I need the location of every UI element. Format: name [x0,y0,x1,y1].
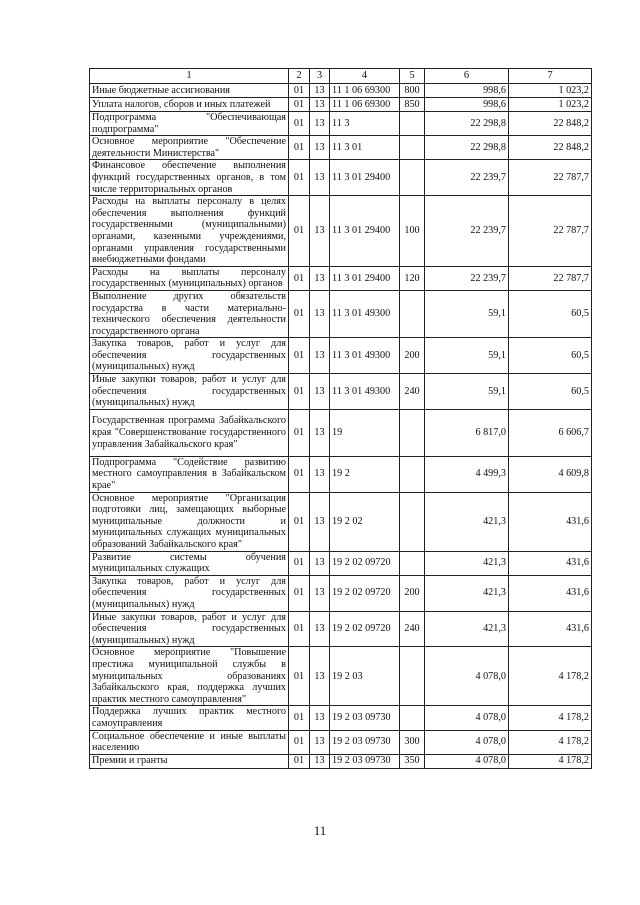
row-expense-type [400,647,425,706]
row-amount-1: 22 298,8 [425,112,509,136]
table-row [90,706,592,730]
row-expense-type [400,409,425,456]
row-subsection: 13 [310,575,330,611]
table-row [90,84,592,98]
row-expense-type [400,706,425,730]
table-row [90,374,592,410]
row-amount-1: 22 239,7 [425,266,509,290]
page-number: 11 [313,823,327,838]
row-subsection: 13 [310,98,330,112]
row-name: Уплата налогов, сборов и иных платежей [90,98,289,112]
row-subsection: 13 [310,551,330,575]
row-section: 01 [289,98,310,112]
row-subsection: 13 [310,338,330,374]
row-name: Закупка товаров, работ и услуг для обеспечения государственных (муниципальных) нужд [90,338,289,374]
row-amount-2: 431,6 [509,575,592,611]
row-amount-2: 4 609,8 [509,456,592,492]
table-row [90,647,592,706]
table-row [90,492,592,551]
table-row [90,290,592,337]
row-amount-1: 421,3 [425,551,509,575]
row-expense-type: 240 [400,611,425,647]
table-row [90,136,592,160]
row-expense-type [400,136,425,160]
row-subsection: 13 [310,611,330,647]
row-target-code: 19 2 03 09730 [330,730,400,754]
row-target-code: 19 2 02 09720 [330,611,400,647]
row-section: 01 [289,136,310,160]
table-row [90,611,592,647]
row-name: Развитие системы обучения муниципальных служащих [90,551,289,575]
table-row [90,456,592,492]
row-name: Финансовое обеспечение выполнения функций государственных органов, в том числе территориальных органов [90,160,289,196]
row-section: 01 [289,706,310,730]
row-amount-2: 60,5 [509,338,592,374]
table-row [90,409,592,456]
row-expense-type: 120 [400,266,425,290]
row-expense-type: 240 [400,374,425,410]
row-subsection: 13 [310,136,330,160]
table-row [90,112,592,136]
row-section: 01 [289,160,310,196]
col-header-1: 1 [90,69,289,84]
row-amount-2: 4 178,2 [509,706,592,730]
row-expense-type: 200 [400,338,425,374]
row-section: 01 [289,338,310,374]
row-subsection: 13 [310,84,330,98]
row-target-code: 11 3 01 29400 [330,266,400,290]
row-target-code: 11 3 01 29400 [330,160,400,196]
col-header-3: 3 [310,69,330,84]
row-amount-1: 421,3 [425,492,509,551]
row-section: 01 [289,290,310,337]
row-name: Поддержка лучших практик местного самоуправления [90,706,289,730]
row-name: Государственная программа Забайкальского края "Совершенствование государственного управления Забайкальского края" [90,409,289,456]
row-target-code: 19 2 03 09730 [330,754,400,768]
row-amount-1: 4 078,0 [425,647,509,706]
table-row [90,575,592,611]
row-subsection: 13 [310,196,330,267]
row-subsection: 13 [310,409,330,456]
row-amount-1: 4 078,0 [425,754,509,768]
row-subsection: 13 [310,492,330,551]
row-name: Подпрограмма "Обеспечивающая подпрограмма" [90,112,289,136]
row-amount-2: 22 848,2 [509,112,592,136]
row-amount-1: 22 239,7 [425,196,509,267]
row-subsection: 13 [310,754,330,768]
table-row [90,754,592,768]
table-row [90,160,592,196]
row-amount-1: 421,3 [425,575,509,611]
row-amount-2: 6 606,7 [509,409,592,456]
table-body [90,84,592,769]
row-target-code: 19 [330,409,400,456]
row-amount-2: 22 787,7 [509,160,592,196]
row-expense-type [400,551,425,575]
row-subsection: 13 [310,160,330,196]
row-amount-2: 4 178,2 [509,754,592,768]
row-amount-2: 431,6 [509,551,592,575]
row-expense-type: 300 [400,730,425,754]
row-section: 01 [289,730,310,754]
row-section: 01 [289,456,310,492]
row-amount-2: 431,6 [509,492,592,551]
row-section: 01 [289,266,310,290]
row-target-code: 11 3 01 49300 [330,374,400,410]
row-expense-type: 350 [400,754,425,768]
row-name: Социальное обеспечение и иные выплаты населению [90,730,289,754]
row-amount-1: 59,1 [425,374,509,410]
row-expense-type [400,112,425,136]
row-amount-2: 431,6 [509,611,592,647]
row-expense-type: 800 [400,84,425,98]
row-name: Расходы на выплаты персоналу государственных (муниципальных) органов [90,266,289,290]
row-name: Иные бюджетные ассигнования [90,84,289,98]
row-subsection: 13 [310,456,330,492]
row-subsection: 13 [310,290,330,337]
row-amount-1: 4 078,0 [425,730,509,754]
row-target-code: 11 1 06 69300 [330,84,400,98]
row-target-code: 19 2 02 [330,492,400,551]
col-header-4: 4 [330,69,400,84]
row-section: 01 [289,374,310,410]
row-name: Выполнение других обязательств государства в части материально-технического обеспечения деятельности государственного органа [90,290,289,337]
row-subsection: 13 [310,647,330,706]
row-target-code: 19 2 02 09720 [330,551,400,575]
row-amount-1: 59,1 [425,338,509,374]
row-name: Основное мероприятие "Повышение престижа муниципальной службы в муниципальных образованиях Забайкальского края, поддержка лучших практик местного самоуправления" [90,647,289,706]
row-name: Иные закупки товаров, работ и услуг для обеспечения государственных (муниципальных) нужд [90,611,289,647]
row-section: 01 [289,551,310,575]
row-expense-type [400,160,425,196]
row-target-code: 11 3 01 29400 [330,196,400,267]
row-section: 01 [289,409,310,456]
row-target-code: 11 3 01 49300 [330,290,400,337]
row-target-code: 19 2 03 09730 [330,706,400,730]
row-section: 01 [289,112,310,136]
row-amount-1: 22 298,8 [425,136,509,160]
row-expense-type [400,456,425,492]
row-subsection: 13 [310,706,330,730]
row-expense-type: 200 [400,575,425,611]
table-row [90,730,592,754]
row-amount-1: 998,6 [425,98,509,112]
row-amount-2: 60,5 [509,374,592,410]
col-header-5: 5 [400,69,425,84]
row-name: Подпрограмма "Содействие развитию местного самоуправления в Забайкальском крае" [90,456,289,492]
row-name: Иные закупки товаров, работ и услуг для обеспечения государственных (муниципальных) нужд [90,374,289,410]
row-section: 01 [289,611,310,647]
row-target-code: 11 3 01 49300 [330,338,400,374]
row-target-code: 19 2 [330,456,400,492]
row-subsection: 13 [310,730,330,754]
row-amount-1: 4 499,3 [425,456,509,492]
row-amount-2: 22 787,7 [509,266,592,290]
row-expense-type: 850 [400,98,425,112]
row-target-code: 11 1 06 69300 [330,98,400,112]
header-row [90,69,592,84]
row-name: Основное мероприятие "Обеспечение деятельности Министерства" [90,136,289,160]
row-subsection: 13 [310,112,330,136]
table-row [90,551,592,575]
table-row [90,338,592,374]
table-row [90,266,592,290]
row-amount-2: 4 178,2 [509,647,592,706]
row-name: Премии и гранты [90,754,289,768]
row-section: 01 [289,492,310,551]
row-section: 01 [289,84,310,98]
budget-table [89,68,592,769]
row-section: 01 [289,647,310,706]
col-header-7: 7 [509,69,592,84]
row-subsection: 13 [310,374,330,410]
row-section: 01 [289,575,310,611]
row-target-code: 19 2 02 09720 [330,575,400,611]
row-amount-1: 22 239,7 [425,160,509,196]
row-amount-1: 4 078,0 [425,706,509,730]
row-subsection: 13 [310,266,330,290]
row-amount-2: 60,5 [509,290,592,337]
row-amount-2: 22 848,2 [509,136,592,160]
col-header-2: 2 [289,69,310,84]
row-target-code: 11 3 [330,112,400,136]
row-amount-1: 6 817,0 [425,409,509,456]
table-row [90,98,592,112]
row-amount-1: 421,3 [425,611,509,647]
row-name: Расходы на выплаты персоналу в целях обеспечения выполнения функций государственными (муниципальными) органами, казенными учреждениями, органами управления государственными внебюджетными фондами [90,196,289,267]
row-section: 01 [289,196,310,267]
row-target-code: 11 3 01 [330,136,400,160]
table-row [90,196,592,267]
row-amount-2: 1 023,2 [509,98,592,112]
row-expense-type [400,492,425,551]
row-section: 01 [289,754,310,768]
row-name: Закупка товаров, работ и услуг для обеспечения государственных (муниципальных) нужд [90,575,289,611]
row-expense-type [400,290,425,337]
col-header-6: 6 [425,69,509,84]
row-amount-1: 59,1 [425,290,509,337]
row-amount-2: 22 787,7 [509,196,592,267]
row-target-code: 19 2 03 [330,647,400,706]
row-amount-2: 1 023,2 [509,84,592,98]
row-expense-type: 100 [400,196,425,267]
row-amount-2: 4 178,2 [509,730,592,754]
row-amount-1: 998,6 [425,84,509,98]
row-name: Основное мероприятие "Организация подготовки лиц, замещающих выборные муниципальные должности и муниципальных служащих муниципальных образований Забайкальского края" [90,492,289,551]
